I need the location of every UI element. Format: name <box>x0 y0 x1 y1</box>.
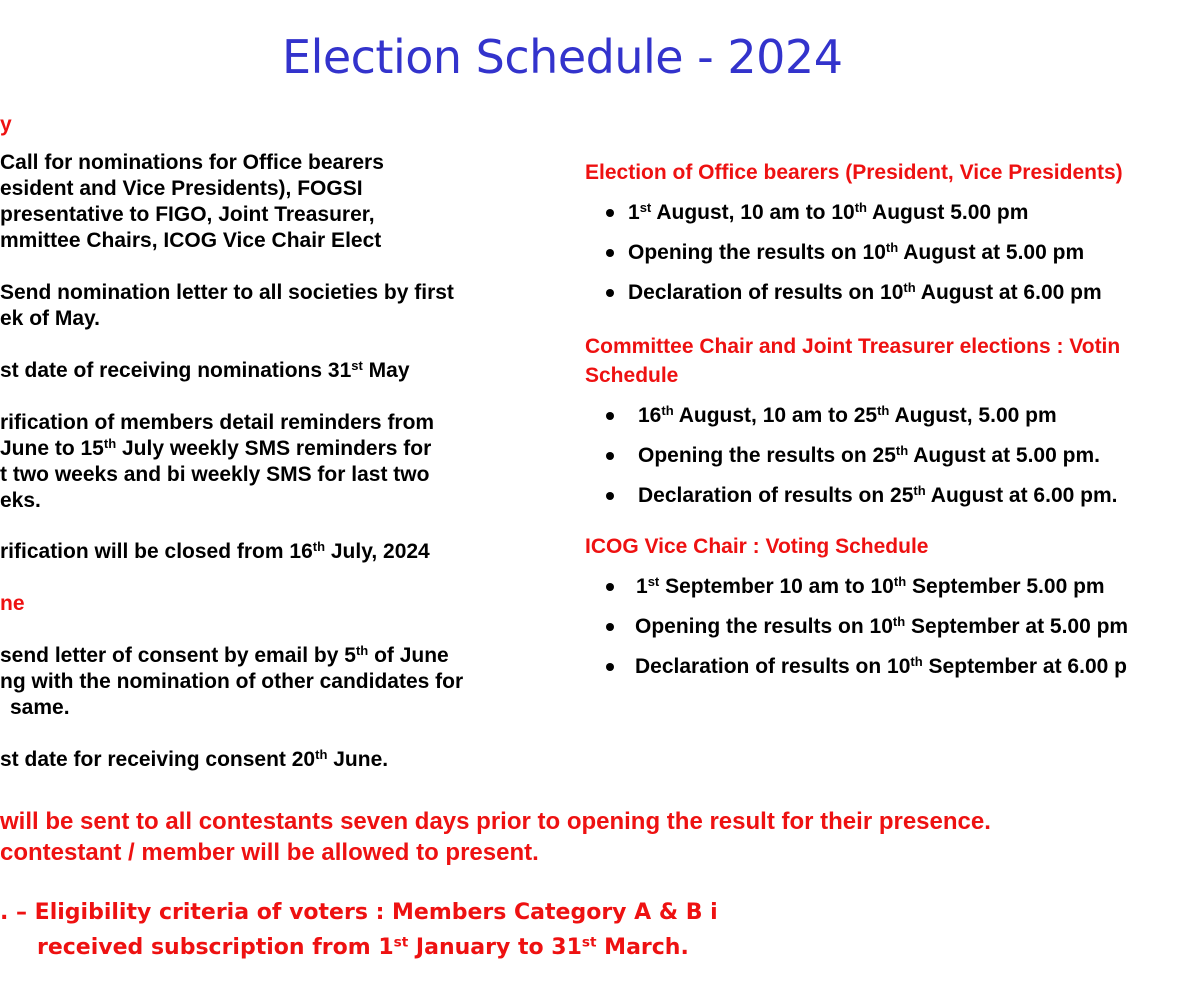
eligibility-line: . – Eligibility criteria of voters : Members Category A & B i <box>0 900 718 925</box>
may-item-verification-closed: rification will be closed from 16th July, 2024 <box>0 538 430 563</box>
bullet-icon <box>606 583 614 591</box>
bullet-icon <box>606 289 614 297</box>
may-item-last-date-nominations: st date of receiving nominations 31st May <box>0 357 410 382</box>
icog-heading: ICOG Vice Chair : Voting Schedule <box>585 535 929 558</box>
notice-sent-line: will be sent to all contestants seven days prior to opening the result for their presence. <box>0 808 991 835</box>
bullet-icon <box>606 249 614 257</box>
committee-chair-heading: Committee Chair and Joint Treasurer elections : Votin <box>585 335 1121 358</box>
june-item-last-date-consent: st date for receiving consent 20th June. <box>0 746 389 771</box>
may-heading: y <box>0 113 12 136</box>
bullet-icon <box>606 209 614 217</box>
june-heading: ne <box>0 592 25 615</box>
eligibility-subscription-line: received subscription from 1st January to 31st March. <box>37 934 689 960</box>
notice-present-line: contestant / member will be allowed to present. <box>0 839 539 866</box>
bullet-icon <box>606 663 614 671</box>
bullet-icon <box>606 452 614 460</box>
committee-chair-heading-cont: Schedule <box>585 364 679 387</box>
office-bearers-heading: Election of Office bearers (President, Vice Presidents) <box>585 161 1123 184</box>
bullet-icon <box>606 623 614 631</box>
bullet-icon <box>606 492 614 500</box>
page-title: Election Schedule - 2024 <box>282 30 843 84</box>
bullet-icon <box>606 412 614 420</box>
